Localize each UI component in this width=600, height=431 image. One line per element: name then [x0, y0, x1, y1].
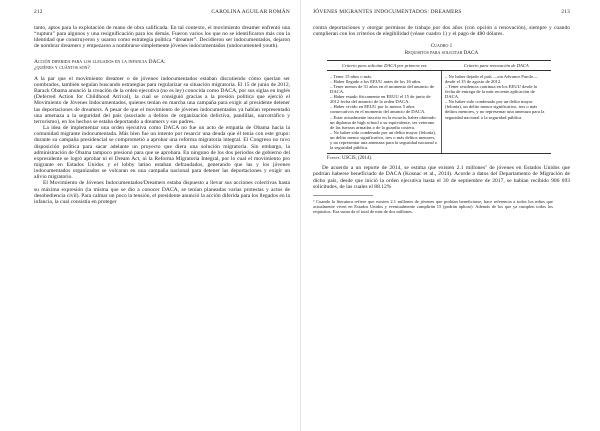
table-criterion: – Tener residencia continua en los EEUU desde la fecha de entrega de la más reciente aplicación de DACA.	[445, 84, 537, 100]
paragraph: contra deportaciones y otorgar permisos de trabajo por dos años (con opción a renovación), siempre y cuando cumplieran con los criterios de elegibilidad (véase cuadro 1) y el pago de 480 dólares.	[313, 25, 570, 38]
table-header-first-time: Criterio para solicitar DACA por primera vez	[327, 60, 442, 70]
table-cell-first-time-criteria	[327, 70, 442, 153]
table-caption: Cuadro 1 Requisitos para solicitar DACA	[404, 43, 479, 56]
table-criterion: – No haber dejado el país —sin Advance Parole— desde el 15 de agosto de 2012.	[445, 73, 538, 84]
footnote: ⁷ Cuando la literatura refiere que existen 2.1 millones de jóvenes que podrían beneficiarse, hace referencia a todos los niños que actualmente viven en Estados Unidos y eventualmente cumplirán 15 (podrán aplicar). Además de los que ya cumplen todos los requisitos. Esa suma da el total de más de dos millones.	[313, 198, 553, 215]
table-criterion: – Tener 15 años o más.	[330, 73, 373, 79]
right-page	[300, 0, 600, 431]
table-criterion: – No haber sido condenado por un delito mayor (felonía), un delito menor significativo, tres o más delitos menores, y no representar una amenaza para la seguridad nacional o la seguridad pública.	[445, 99, 545, 120]
paragraph: La idea de implementar una orden ejecutiva como DACA no fue un acto de empatía de Obama hacia la comunidad migrante indocumentada. Más bien fue un intento por resarcir una deuda que él tenía con este grupo: durante su campaña presidencial se comprometió a aprobar una reforma migratoria integral. El Congreso no tuvo disposición política para sacar adelante un proyecto que diera una solución migratoria. Sin embargo, la administración de Obama tampoco presionó para que se aprobara. En ninguno de los dos periodos de gobierno del expresidente se logró aprobar ni el Dream Act, ni la Reforma Migratoria Integral, por lo cual el movimiento pro migrante en Estados Unidos y el lobby latino estaban defraudados, generando que las y los jóvenes indocumentados organizados se volcaran en una campaña nacional para detener las deportaciones y exigir un alivio migratorio.	[34, 125, 290, 181]
table-criterion: – Estar actualmente inscrito en la escuela, haber obtenido un diploma de high school o su equivalente, ser veterano de las fuerzas armadas o de la guardia costera.	[330, 114, 436, 130]
running-head: JÓVENES MIGRANTES INDOCUMENTADOS: DREAMERS	[313, 9, 462, 15]
table-criterion: – Haber llegado a los EEUU antes de los 16 años.	[330, 78, 422, 84]
requirements-table	[327, 60, 551, 155]
section-heading: Acción diferida para los llegados en la infancia DACA: ¿quiénes y cuántos son?	[34, 58, 166, 71]
running-head: CAROLINA AGUILAR ROMÁN	[211, 9, 290, 15]
paragraph: El Movimiento de Jóvenes Indocumentados/Dreamers estaba dispuesto a llevar sus acciones colectivas hasta su máxima expresión (la misma que se dio a conocer DACA, se tenían planeadas varias protestas y actos de desobediencia civil). Para calmar un poco la tensión, el presidente anunció la acción diferida para los llegados en la infancia, la cual consistía en proteger	[34, 180, 290, 205]
page-number: 212	[34, 9, 43, 15]
table-source: Fuente: USCIS, (2014).	[327, 156, 373, 162]
right-running-header	[313, 9, 570, 15]
page-number: 213	[561, 9, 570, 15]
table-cell-renewal-criteria	[442, 70, 552, 153]
table-criterion: – No haber sido condenado por un delito mayor (felonía), un delito menor significativo, tres o más delitos menores, y no representar una amenaza para la seguridad nacional o la seguridad pública.	[330, 129, 438, 151]
table-criterion: – Tener menos de 31 años en el momento del anuncio de DACA.	[330, 84, 435, 95]
paragraph: tanto, aptos para la explotación de mano de obra calificada. En tal contexto, el movimiento dreamer enfrentó una “ruptura” para algunos y una resignificación para los demás. Fueron varios los que no se identificaron más con la identidad que construyeron y usaron como estrategia política “dreamer”. Decidieron ser indocumentados, dejaron de nombrar dreamers y empezaron a nombrarse simplemente jóvenes indocumentados (undocumented youth).	[34, 25, 290, 50]
table-header-renewal: Criterio para renovación de DACA	[442, 60, 552, 70]
table-criterion: – Haber estado físicamente en EEUU el 15 de junio de 2012 fecha del anuncio de la orden DACA.	[330, 94, 431, 105]
left-running-header	[34, 9, 290, 15]
paragraph: A la par que el movimiento dreamer o de jóvenes indocumentados estaban discutiendo cómo querían ser nombrados, también seguían buscando estrategias para regularizar su situación migratoria. El 15 de junio de 2012, Barack Obama anunció la creación de la orden ejecutiva (no es ley) conocida como DACA, por sus siglas en inglés (Deferred Action for Childhood Arrival), la cual se consiguió gracias a la presión política que ejerció el Movimiento de Jóvenes Indocumentados, quienes tenían en marcha una campaña para exigir al presidente detener las deportaciones de dreamers. A pesar de que el movimiento de jóvenes indocumentados ya habían representado una amenaza a la seguridad del país (asociado a delitos de organización delictiva, pandillas, narcotráfico y terrorismo), en los hechos se estaba deportando a dreamers y sus padres.	[34, 75, 290, 125]
paragraph: De acuerdo a un reporte de 2014, se estima que existen 2.1 millones⁷ de jóvenes en Estados Unidos que podrían haberse beneficiado de DACA (Kosnac et al., 2014). Acorde a datos del Departamento de Migración de dicho país, desde que inició la orden ejecutiva hasta el 30 de septiembre de 2017, se habían recibido 906 693 solicitudes, de las cuales el 88.12%	[313, 165, 570, 190]
table-criterion: – Haber vivido en EEUU por lo menos 5 años consecutivos en el momento del anuncio de DACA.	[330, 104, 426, 115]
